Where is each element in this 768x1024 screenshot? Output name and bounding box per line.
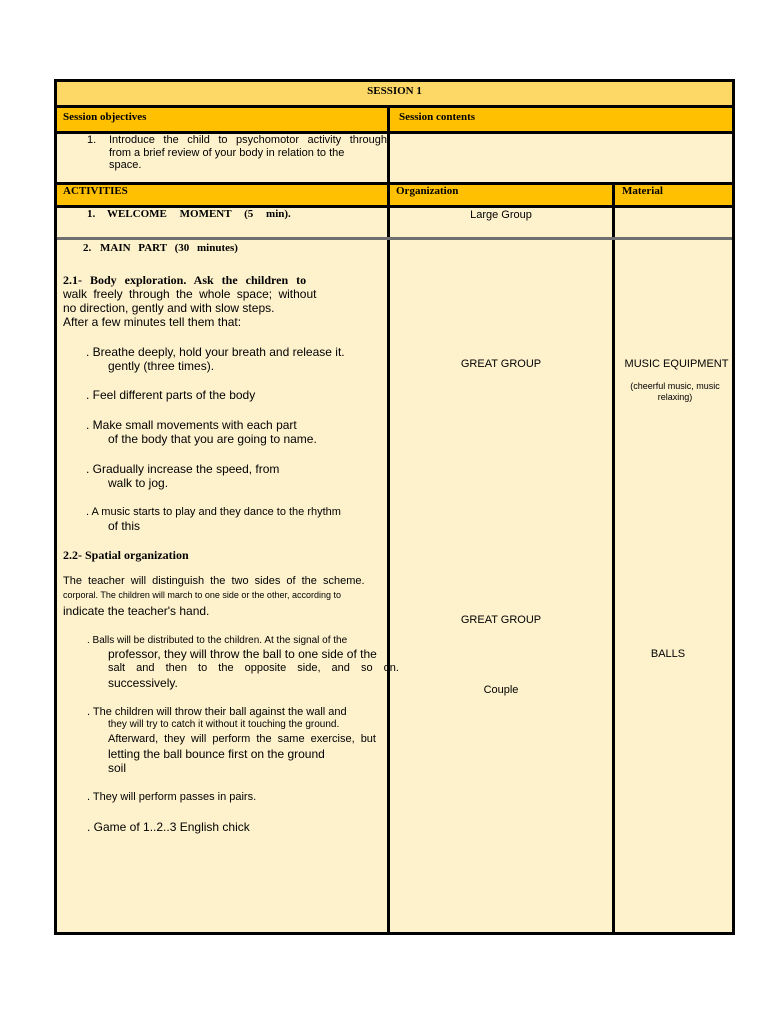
spatial-item-2d: letting the ball bounce first on the ground bbox=[108, 747, 325, 761]
welcome-title: WELCOME MOMENT (5 min). bbox=[107, 208, 291, 220]
body-exploration-line3: After a few minutes tell them that: bbox=[63, 315, 242, 329]
session-title: SESSION 1 bbox=[367, 85, 422, 97]
spatial-item-1a: . Balls will be distributed to the children. At the signal of the bbox=[87, 635, 348, 646]
body-organization: GREAT GROUP bbox=[460, 358, 542, 370]
body-exploration-line2: no direction, gently and with slow steps. bbox=[63, 301, 275, 315]
spatial-line1: The teacher will distinguish the two sides of the scheme. bbox=[63, 575, 365, 587]
spatial-organization-1: GREAT GROUP bbox=[460, 614, 542, 626]
objective-line1: Introduce the child to psychomotor activity through bbox=[109, 134, 387, 146]
spatial-item-2b: they will try to catch it without it touching the ground. bbox=[108, 719, 340, 730]
spatial-item-2c: Afterward, they will perform the same exercise, but bbox=[108, 733, 376, 745]
body-item-1b: gently (three times). bbox=[108, 359, 215, 373]
body-item-3b: of the body that you are going to name. bbox=[108, 432, 317, 446]
activities-header-bar bbox=[57, 182, 732, 208]
spatial-heading: 2.2- Spatial organization bbox=[63, 548, 189, 562]
session-title-bar bbox=[57, 82, 732, 108]
welcome-number: 1. bbox=[87, 208, 96, 220]
body-exploration-line1: walk freely through the whole space; without bbox=[63, 287, 317, 301]
spatial-item-2a: . The children will throw their ball against the wall and bbox=[87, 706, 347, 718]
spatial-item-3: . They will perform passes in pairs. bbox=[87, 791, 257, 803]
spatial-material: BALLS bbox=[650, 648, 686, 660]
column-divider-1 bbox=[387, 108, 390, 932]
spatial-item-1b: professor, they will throw the ball to one side of the bbox=[108, 647, 377, 661]
body-material: MUSIC EQUIPMENT bbox=[624, 358, 729, 370]
body-item-4a: . Gradually increase the speed, from bbox=[86, 462, 280, 476]
column-divider-2 bbox=[612, 182, 615, 932]
spatial-item-4: . Game of 1..2..3 English chick bbox=[87, 820, 250, 834]
welcome-organization: Large Group bbox=[470, 209, 532, 221]
spatial-line2: corporal. The children will march to one side or the other, according to bbox=[63, 590, 341, 600]
body-item-2: . Feel different parts of the body bbox=[86, 388, 256, 402]
body-material-note2: relaxing) bbox=[657, 392, 693, 402]
spatial-item-1d: successively. bbox=[108, 676, 178, 690]
body-material-note1: (cheerful music, music bbox=[630, 381, 720, 391]
spatial-item-1c: salt and then to the opposite side, and so on. bbox=[108, 662, 399, 674]
body-item-5a: . A music starts to play and they dance to the rhythm bbox=[86, 506, 341, 518]
body-exploration-heading: 2.1- Body exploration. Ask the children to bbox=[63, 273, 307, 287]
main-number: 2. bbox=[83, 242, 92, 254]
objective-number: 1. bbox=[87, 134, 97, 146]
body-item-3a: . Make small movements with each part bbox=[86, 418, 297, 432]
spatial-line3: indicate the teacher's hand. bbox=[63, 604, 210, 618]
activities-header: ACTIVITIES bbox=[63, 185, 128, 197]
body-item-5b: of this bbox=[108, 519, 141, 533]
objective-line3: space. bbox=[109, 159, 142, 171]
body-item-4b: walk to jog. bbox=[108, 476, 169, 490]
session-table bbox=[54, 79, 735, 935]
main-title: MAIN PART (30 minutes) bbox=[100, 242, 238, 254]
objective-line2: from a brief review of your body in relation to the bbox=[109, 147, 345, 159]
objectives-header-bar bbox=[57, 108, 732, 134]
spatial-organization-2: Couple bbox=[483, 684, 519, 696]
row-divider bbox=[57, 237, 732, 240]
spatial-item-2e: soil bbox=[108, 761, 127, 775]
objectives-header: Session objectives bbox=[63, 111, 147, 123]
material-header: Material bbox=[622, 185, 663, 197]
contents-header: Session contents bbox=[399, 111, 476, 123]
organization-header: Organization bbox=[396, 185, 459, 197]
body-item-1a: . Breathe deeply, hold your breath and release it. bbox=[86, 345, 345, 359]
